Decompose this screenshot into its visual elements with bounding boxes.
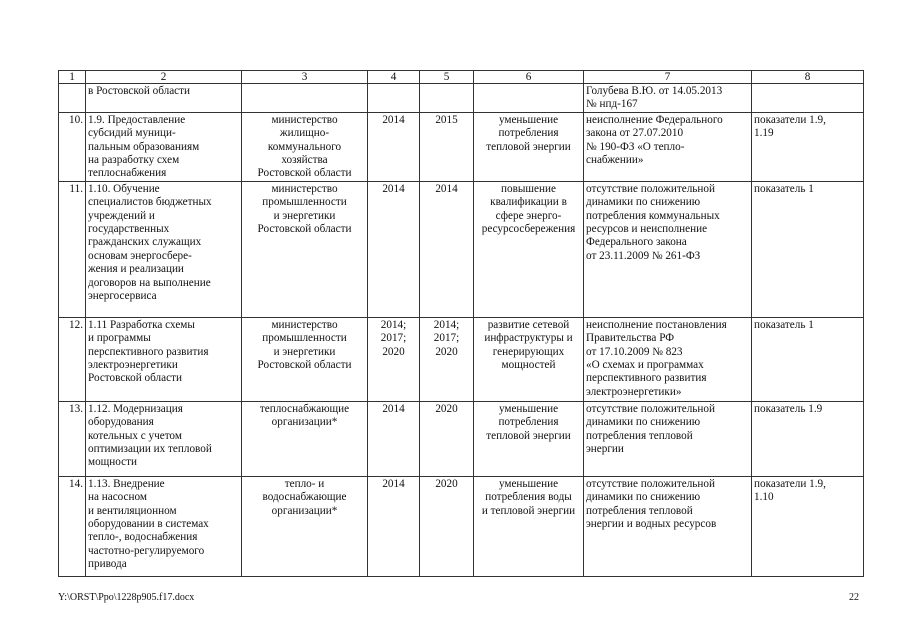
table-row	[59, 84, 864, 113]
executor-cell: министерство промышленности и энергетики Ростовской области	[242, 181, 368, 317]
indicator-cell: показатели 1.9, 1.19	[752, 112, 864, 181]
header-cell: 3	[242, 71, 368, 84]
start-year-cell: 2014	[368, 476, 420, 576]
end-year-cell: 2020	[420, 401, 474, 476]
indicator-cell	[752, 84, 864, 113]
header-cell: 7	[584, 71, 752, 84]
result-cell	[474, 84, 584, 113]
start-year-cell: 2014; 2017; 2020	[368, 317, 420, 401]
result-cell: развитие сетевой инфраструктуры и генерирующих мощностей	[474, 317, 584, 401]
consequence-cell: отсутствие положительной динамики по снижению потребления тепловой энергии и водных ресурсов	[584, 476, 752, 576]
end-year-cell: 2015	[420, 112, 474, 181]
start-year-cell: 2014	[368, 401, 420, 476]
header-cell: 2	[86, 71, 242, 84]
result-cell: повышение квалификации в сфере энерго- ресурсосбережения	[474, 181, 584, 317]
executor-cell: министерство промышленности и энергетики Ростовской области	[242, 317, 368, 401]
consequence-cell: неисполнение Федерального закона от 27.07.2010 № 190-ФЗ «О тепло- снабжении»	[584, 112, 752, 181]
row-number: 10.	[59, 112, 86, 181]
consequence-cell: Голубева В.Ю. от 14.05.2013 № нпд-167	[584, 84, 752, 113]
indicator-cell: показатель 1.9	[752, 401, 864, 476]
indicator-cell: показатели 1.9, 1.10	[752, 476, 864, 576]
table-row	[59, 112, 864, 181]
header-cell: 6	[474, 71, 584, 84]
start-year-cell: 2014	[368, 112, 420, 181]
result-cell: уменьшение потребления тепловой энергии	[474, 112, 584, 181]
indicator-cell: показатель 1	[752, 317, 864, 401]
consequence-cell: отсутствие положительной динамики по снижению потребления коммунальных ресурсов и неисполнение Федерального закона от 23.11.2009 № 261-ФЗ	[584, 181, 752, 317]
consequence-cell: неисполнение постановления Правительства РФ от 17.10.2009 № 823 «О схемах и программах перспективного развития электроэнергетики»	[584, 317, 752, 401]
end-year-cell	[420, 84, 474, 113]
executor-cell: министерство жилищно- коммунального хозяйства Ростовской области	[242, 112, 368, 181]
end-year-cell: 2014; 2017; 2020	[420, 317, 474, 401]
start-year-cell	[368, 84, 420, 113]
result-cell: уменьшение потребления тепловой энергии	[474, 401, 584, 476]
header-cell: 1	[59, 71, 86, 84]
measure-cell: 1.11 Разработка схемы и программы перспективного развития электроэнергетики Ростовской области	[86, 317, 242, 401]
indicator-cell: показатель 1	[752, 181, 864, 317]
measure-cell: 1.10. Обучение специалистов бюджетных учреждений и государственных гражданских служащих основам энергосбере- жения и реализации договоров на выполнение энергосервиса	[86, 181, 242, 317]
table-row	[59, 181, 864, 317]
measure-cell: 1.9. Предоставление субсидий муници- пальным образованиям на разработку схем теплоснабжения	[86, 112, 242, 181]
row-number	[59, 84, 86, 113]
header-cell: 8	[752, 71, 864, 84]
executor-cell	[242, 84, 368, 113]
page-number: 22	[849, 592, 859, 603]
header-cell: 5	[420, 71, 474, 84]
executor-cell: тепло- и водоснабжающие организации*	[242, 476, 368, 576]
executor-cell: теплоснабжающие организации*	[242, 401, 368, 476]
end-year-cell: 2014	[420, 181, 474, 317]
measure-cell: 1.13. Внедрение на насосном и вентиляционном оборудовании в системах тепло-, водоснабжения частотно-регулируемого привода	[86, 476, 242, 576]
measures-table	[58, 70, 864, 577]
header-row	[59, 71, 864, 84]
row-number: 11.	[59, 181, 86, 317]
row-number: 12.	[59, 317, 86, 401]
header-cell: 4	[368, 71, 420, 84]
result-cell: уменьшение потребления воды и тепловой энергии	[474, 476, 584, 576]
start-year-cell: 2014	[368, 181, 420, 317]
row-number: 14.	[59, 476, 86, 576]
row-number: 13.	[59, 401, 86, 476]
consequence-cell: отсутствие положительной динамики по снижению потребления тепловой энергии	[584, 401, 752, 476]
measure-cell: 1.12. Модернизация оборудования котельных с учетом оптимизации их тепловой мощности	[86, 401, 242, 476]
table-row	[59, 401, 864, 476]
file-path: Y:\ORST\Ppo\1228p905.f17.docx	[58, 592, 195, 603]
table-row	[59, 317, 864, 401]
end-year-cell: 2020	[420, 476, 474, 576]
table-row	[59, 476, 864, 576]
measure-cell: в Ростовской области	[86, 84, 242, 113]
